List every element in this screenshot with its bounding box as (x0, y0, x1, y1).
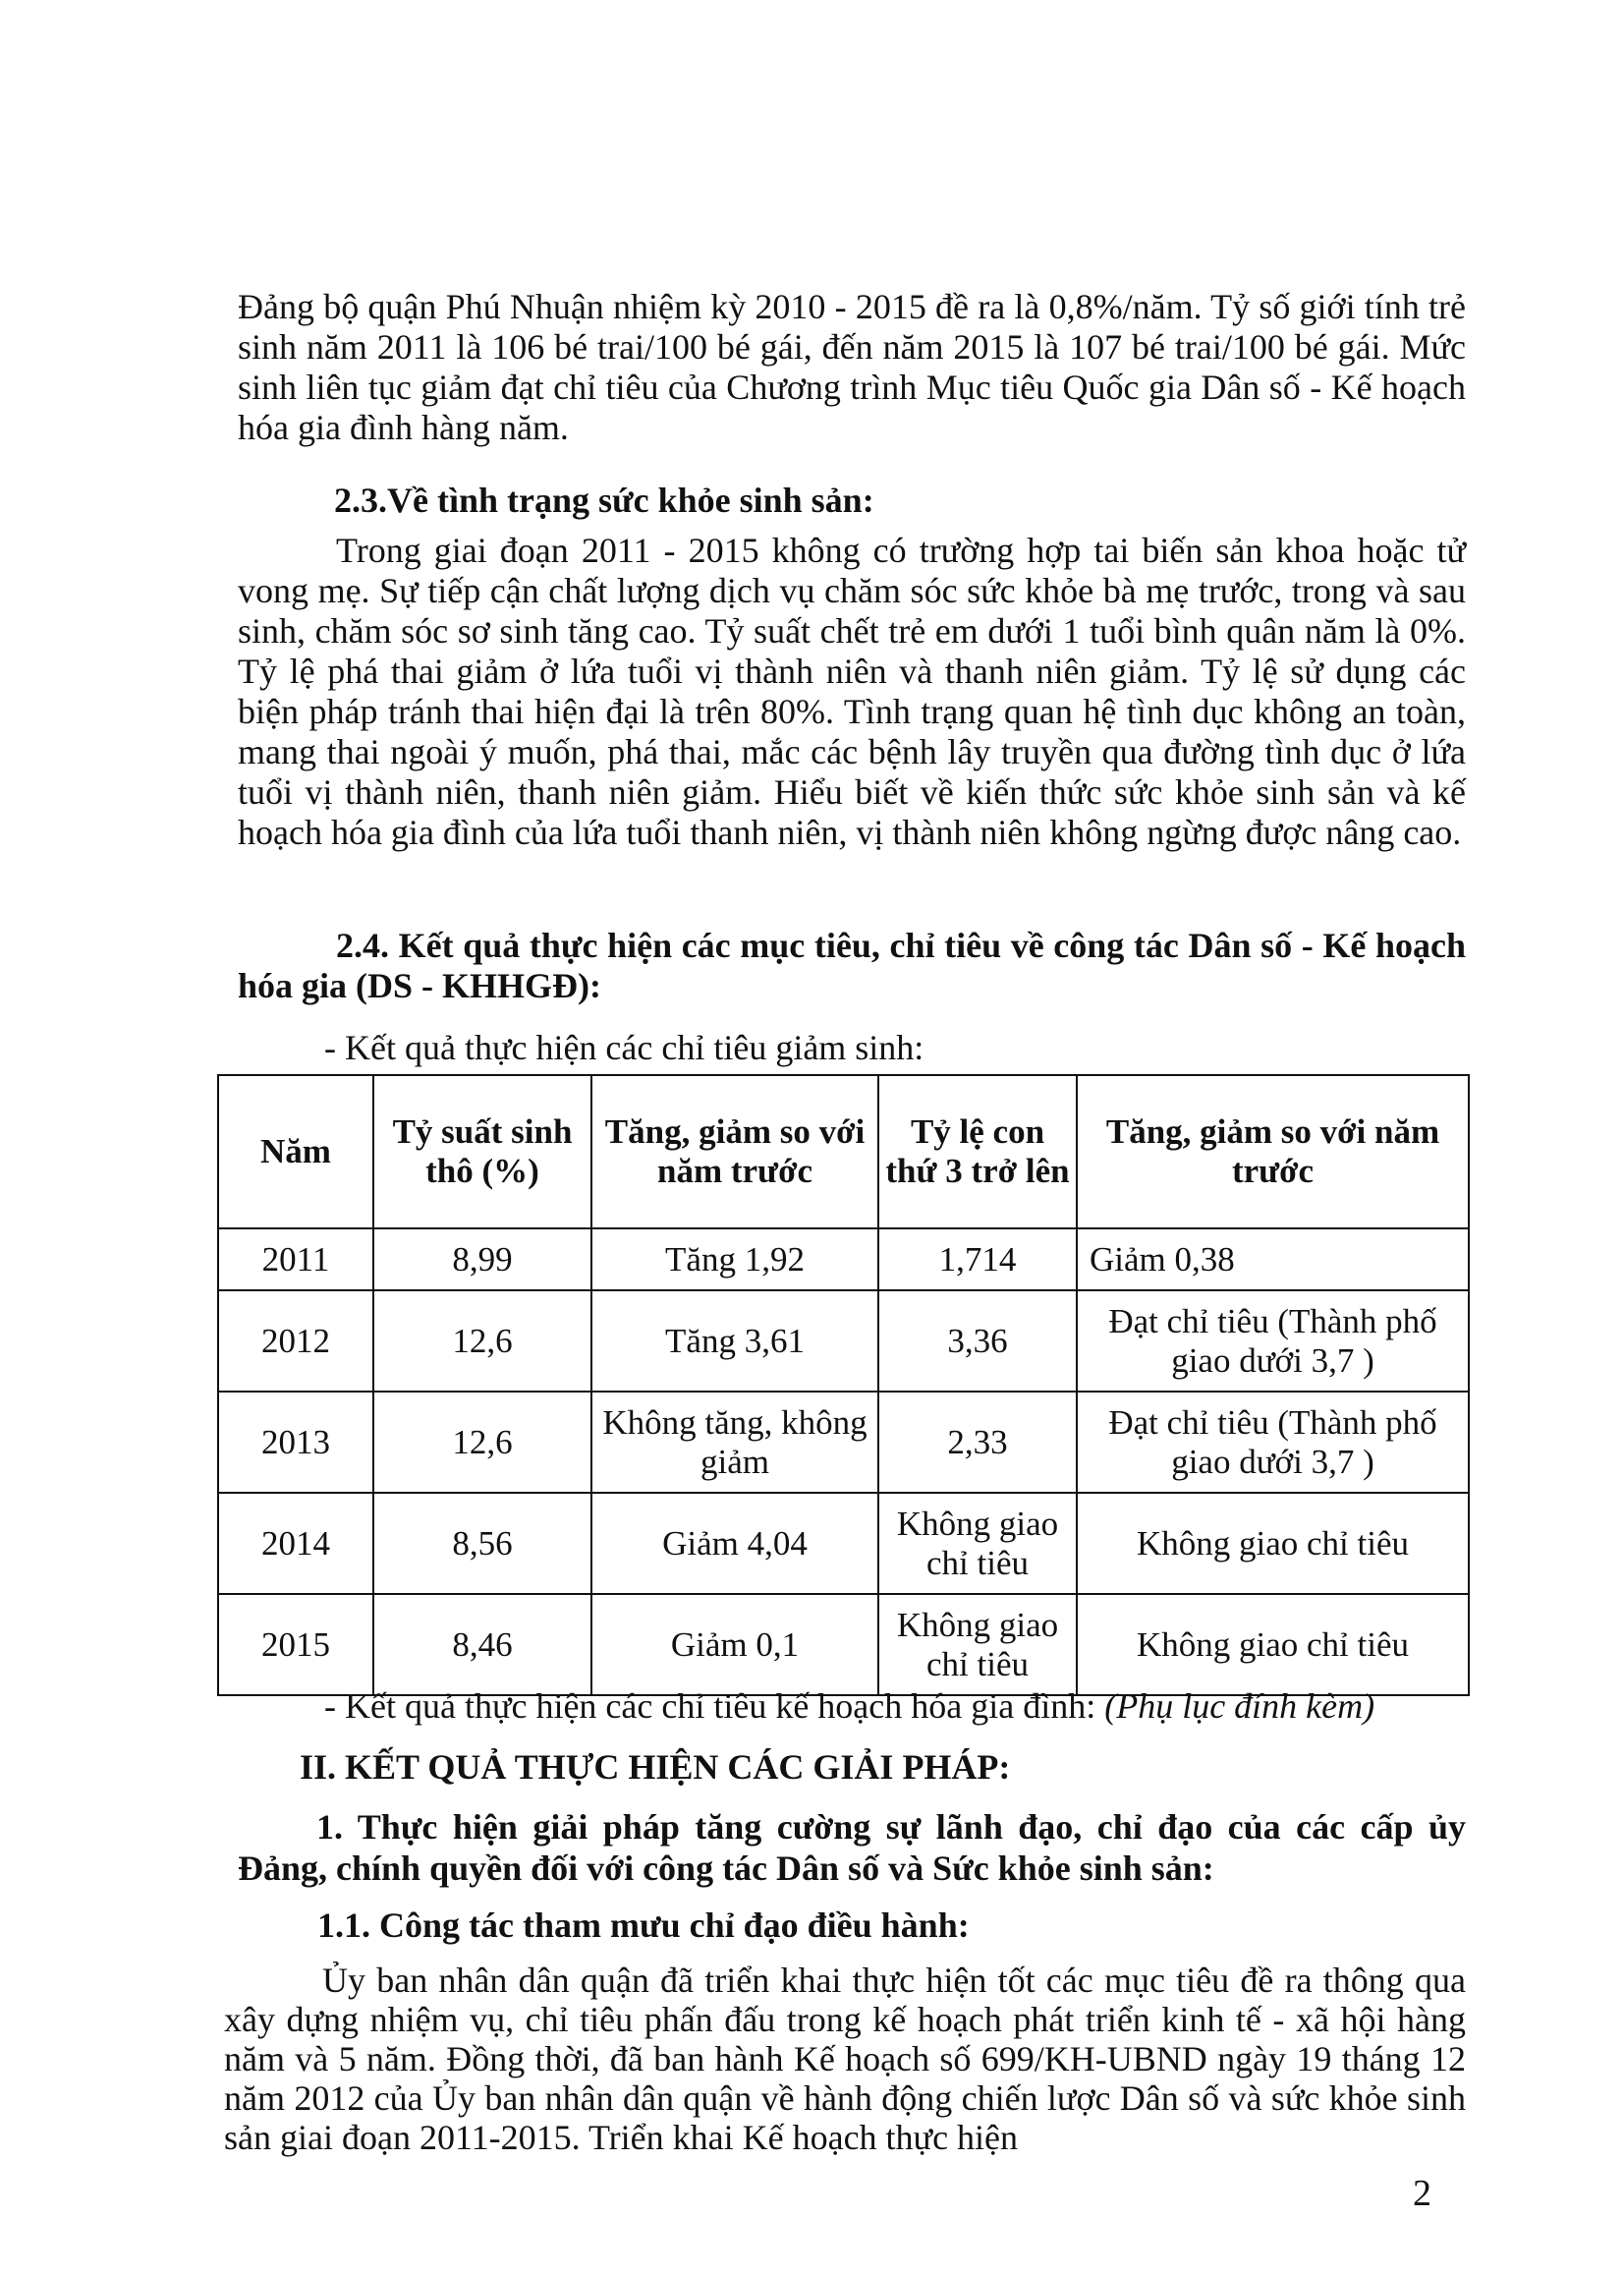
cell-change: Giảm 4,04 (591, 1493, 878, 1594)
section-2-3-body: Trong giai đoạn 2011 - 2015 không có trường hợp tai biến sản khoa hoặc tử vong mẹ. Sự tiếp cận chất lượng dịch vụ chăm sóc sức khỏe bà mẹ trước, trong và sau sinh, chăm sóc sơ sinh tăng cao. Tỷ suất chết trẻ em dưới 1 tuổi bình quân năm là 0%. Tỷ lệ phá thai giảm ở lứa tuổi vị thành niên và thanh niên giảm. Tỷ lệ sử dụng các biện pháp tránh thai hiện đại là trên 80%. Tình trạng quan hệ tình dục không an toàn, mang thai ngoài ý muốn, phá thai, mắc các bệnh lây truyền qua đường tình dục ở lứa tuổi vị thành niên, thanh niên giảm. Hiểu biết về kiến thức sức khỏe sinh sản và kế hoạch hóa gia đình của lứa tuổi thanh niên, vị thành niên không ngừng được nâng cao. (238, 531, 1466, 852)
cell-third-child: Không giao chỉ tiêu (878, 1493, 1077, 1594)
cell-third-child: 3,36 (878, 1290, 1077, 1392)
cell-birth-rate: 8,99 (373, 1228, 591, 1290)
section-1-heading: 1. Thực hiện giải pháp tăng cường sự lãnh đạo, chỉ đạo của các cấp ủy Đảng, chính quyền đối với công tác Dân số và Sức khỏe sinh sản: (238, 1807, 1466, 1888)
header-third-child-rate: Tỷ lệ con thứ 3 trở lên (878, 1075, 1077, 1228)
appendix-reference: (Phụ lục đính kèm) (1104, 1686, 1375, 1726)
cell-birth-rate: 8,46 (373, 1594, 591, 1695)
cell-year: 2012 (218, 1290, 373, 1392)
table-row (218, 1228, 1469, 1290)
cell-third-child: 1,714 (878, 1228, 1077, 1290)
table-row (218, 1594, 1469, 1695)
cell-change-third: Không giao chỉ tiêu (1077, 1594, 1469, 1695)
intro-paragraph: Đảng bộ quận Phú Nhuận nhiệm kỳ 2010 - 2015 đề ra là 0,8%/năm. Tỷ số giới tính trẻ sinh năm 2011 là 106 bé trai/100 bé gái, đến năm 2015 là 107 bé trai/100 bé gái. Mức sinh liên tục giảm đạt chỉ tiêu của Chương trình Mục tiêu Quốc gia Dân số - Kế hoạch hóa gia đình hàng năm. (238, 287, 1466, 447)
table-row (218, 1290, 1469, 1392)
header-year: Năm (218, 1075, 373, 1228)
section-II-heading: II. KẾT QUẢ THỰC HIỆN CÁC GIẢI PHÁP: (300, 1747, 1011, 1787)
section-2-4-heading: 2.4. Kết quả thực hiện các mục tiêu, chỉ tiêu về công tác Dân số - Kế hoạch hóa gia (DS - KHHGĐ): (238, 926, 1466, 1005)
cell-change-third: Đạt chỉ tiêu (Thành phố giao dưới 3,7 ) (1077, 1392, 1469, 1493)
section-1-1-body: Ủy ban nhân dân quận đã triển khai thực hiện tốt các mục tiêu đề ra thông qua xây dựng nhiệm vụ, chỉ tiêu phấn đấu trong kế hoạch phát triển kinh tế - xã hội hàng năm và 5 năm. Đồng thời, đã ban hành Kế hoạch số 699/KH-UBND ngày 19 tháng 12 năm 2012 của Ủy ban nhân dân quận về hành động chiến lược Dân số và sức khỏe sinh sản giai đoạn 2011-2015. Triển khai Kế hoạch thực hiện (224, 1961, 1466, 2157)
cell-change: Tăng 3,61 (591, 1290, 878, 1392)
cell-third-child: 2,33 (878, 1392, 1077, 1493)
section-2-3-heading: 2.3.Về tình trạng sức khỏe sinh sản: (334, 481, 874, 520)
cell-birth-rate: 8,56 (373, 1493, 591, 1594)
cell-change: Tăng 1,92 (591, 1228, 878, 1290)
cell-birth-rate: 12,6 (373, 1392, 591, 1493)
cell-change-third: Giảm 0,38 (1077, 1228, 1469, 1290)
header-change-1: Tăng, giảm so với năm trước (591, 1075, 878, 1228)
table-row (218, 1493, 1469, 1594)
cell-birth-rate: 12,6 (373, 1290, 591, 1392)
birth-reduction-table (217, 1074, 1470, 1696)
page-number: 2 (1413, 2173, 1431, 2214)
table-row (218, 1392, 1469, 1493)
cell-year: 2014 (218, 1493, 373, 1594)
cell-third-child: Không giao chỉ tiêu (878, 1594, 1077, 1695)
header-change-2: Tăng, giảm so với năm trước (1077, 1075, 1469, 1228)
section-1-1-heading: 1.1. Công tác tham mưu chỉ đạo điều hành: (317, 1905, 970, 1945)
after-table-note (324, 1686, 1374, 1727)
header-crude-birth-rate: Tỷ suất sinh thô (%) (373, 1075, 591, 1228)
cell-change: Không tăng, không giảm (591, 1392, 878, 1493)
after-table-text: - Kết quả thực hiện các chỉ tiêu kế hoạch hóa gia đình: (324, 1686, 1105, 1726)
cell-change: Giảm 0,1 (591, 1594, 878, 1695)
cell-year: 2013 (218, 1392, 373, 1493)
table-intro: - Kết quả thực hiện các chỉ tiêu giảm sinh: (324, 1028, 924, 1067)
cell-change-third: Đạt chỉ tiêu (Thành phố giao dưới 3,7 ) (1077, 1290, 1469, 1392)
cell-year: 2011 (218, 1228, 373, 1290)
cell-year: 2015 (218, 1594, 373, 1695)
table-header-row (218, 1075, 1469, 1228)
cell-change-third: Không giao chỉ tiêu (1077, 1493, 1469, 1594)
